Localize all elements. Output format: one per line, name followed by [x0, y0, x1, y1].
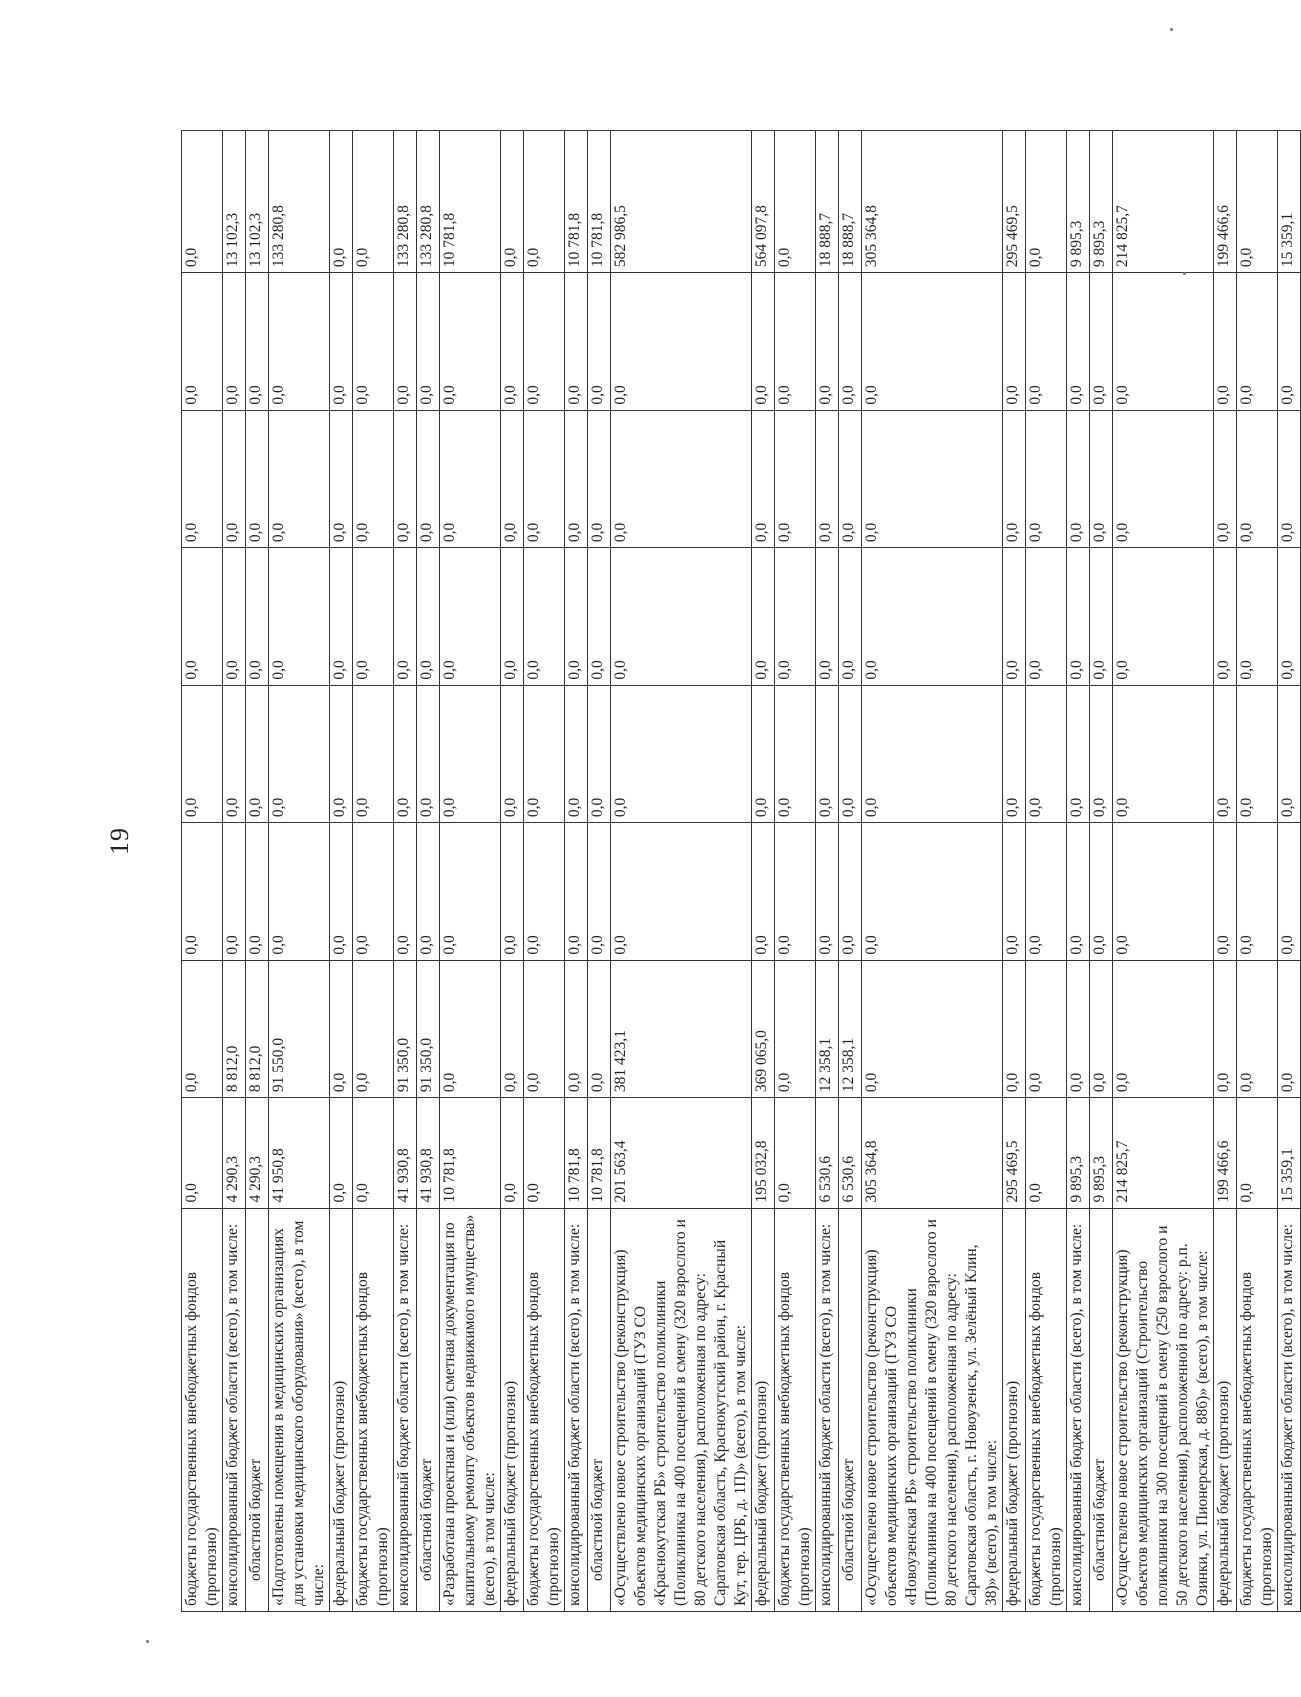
row-year-value: 10 781,8 [565, 1098, 588, 1208]
row-year-value: 0,0 [269, 685, 330, 823]
row-year-value: 0,0 [1237, 273, 1278, 411]
table-row [223, 131, 246, 1612]
table-row [752, 131, 775, 1612]
row-total-value: 9 895,3 [1067, 131, 1090, 273]
row-year-value: 0,0 [839, 548, 862, 686]
row-year-value: 0,0 [1278, 548, 1301, 686]
row-total-value: 295 469,5 [1003, 131, 1026, 273]
row-year-value: 0,0 [839, 685, 862, 823]
row-year-value: 0,0 [501, 960, 524, 1098]
row-year-value: 12 358,1 [839, 960, 862, 1098]
row-year-value: 0,0 [565, 685, 588, 823]
row-total-value: 564 097,8 [752, 131, 775, 273]
row-total-value: 18 888,7 [816, 131, 839, 273]
row-year-value: 0,0 [1003, 410, 1026, 548]
row-year-value: 0,0 [440, 685, 501, 823]
row-year-value: 0,0 [611, 685, 752, 823]
row-year-value: 0,0 [588, 273, 611, 411]
row-total-value: 0,0 [524, 131, 565, 273]
row-year-value: 0,0 [330, 1098, 353, 1208]
row-year-value: 0,0 [182, 960, 223, 1098]
row-total-value: 133 280,8 [394, 131, 417, 273]
row-year-value: 0,0 [1113, 685, 1214, 823]
row-total-value: 0,0 [1026, 131, 1067, 273]
table-row [565, 131, 588, 1612]
row-year-value: 0,0 [223, 273, 246, 411]
budget-table-container [181, 130, 1296, 1612]
row-year-value: 0,0 [394, 273, 417, 411]
row-year-value: 0,0 [1090, 548, 1113, 686]
row-year-value: 0,0 [1090, 685, 1113, 823]
row-year-value: 0,0 [182, 1098, 223, 1208]
table-row [611, 131, 752, 1612]
row-label: консолидированный бюджет области (всего), в том числе: [816, 1208, 839, 1611]
table-row [775, 131, 816, 1612]
table-row [1003, 131, 1026, 1612]
row-year-value: 0,0 [588, 548, 611, 686]
row-year-value: 0,0 [353, 685, 394, 823]
row-total-value: 10 781,8 [440, 131, 501, 273]
row-year-value: 0,0 [1026, 410, 1067, 548]
row-year-value: 0,0 [501, 410, 524, 548]
row-year-value: 0,0 [1113, 960, 1214, 1098]
row-year-value: 214 825,7 [1113, 1098, 1214, 1208]
row-total-value: 0,0 [330, 131, 353, 273]
table-row [839, 131, 862, 1612]
row-year-value: 0,0 [1214, 410, 1237, 548]
row-year-value: 369 065,0 [752, 960, 775, 1098]
row-year-value: 0,0 [775, 1098, 816, 1208]
row-year-value: 0,0 [440, 410, 501, 548]
row-year-value: 0,0 [501, 273, 524, 411]
row-year-value: 0,0 [246, 823, 269, 961]
row-year-value: 0,0 [1067, 273, 1090, 411]
row-label: консолидированный бюджет области (всего), в том числе: [223, 1208, 246, 1611]
row-year-value: 0,0 [1003, 823, 1026, 961]
row-label: «Подготовлены помещения в медицинских организациях для установки медицинского оборудования» (всего), в том числе: [269, 1208, 330, 1611]
row-label: консолидированный бюджет области (всего), в том числе: [1067, 1208, 1090, 1611]
row-label: областной бюджет [417, 1208, 440, 1611]
row-year-value: 0,0 [816, 823, 839, 961]
row-year-value: 0,0 [1237, 960, 1278, 1098]
row-year-value: 0,0 [565, 273, 588, 411]
row-year-value: 0,0 [1237, 410, 1278, 548]
row-year-value: 0,0 [1090, 960, 1113, 1098]
row-year-value: 0,0 [752, 685, 775, 823]
table-row [246, 131, 269, 1612]
row-year-value: 0,0 [223, 548, 246, 686]
row-year-value: 0,0 [752, 273, 775, 411]
row-year-value: 0,0 [588, 410, 611, 548]
row-year-value: 0,0 [353, 548, 394, 686]
row-year-value: 0,0 [246, 273, 269, 411]
row-year-value: 0,0 [330, 685, 353, 823]
row-year-value: 0,0 [501, 1098, 524, 1208]
row-year-value: 0,0 [223, 685, 246, 823]
row-label: консолидированный бюджет области (всего), в том числе: [394, 1208, 417, 1611]
row-year-value: 0,0 [816, 685, 839, 823]
row-year-value: 0,0 [816, 410, 839, 548]
row-year-value: 0,0 [1278, 960, 1301, 1098]
row-year-value: 0,0 [353, 273, 394, 411]
row-year-value: 0,0 [775, 823, 816, 961]
row-year-value: 0,0 [1026, 273, 1067, 411]
row-year-value: 0,0 [1026, 548, 1067, 686]
row-year-value: 0,0 [1003, 273, 1026, 411]
table-row [1026, 131, 1067, 1612]
row-year-value: 0,0 [1214, 960, 1237, 1098]
row-year-value: 10 781,8 [588, 1098, 611, 1208]
row-year-value: 0,0 [1113, 823, 1214, 961]
row-year-value: 0,0 [417, 685, 440, 823]
scan-speck [1183, 272, 1186, 275]
row-year-value: 0,0 [417, 410, 440, 548]
row-year-value: 0,0 [1113, 410, 1214, 548]
row-year-value: 0,0 [1237, 685, 1278, 823]
row-year-value: 12 358,1 [816, 960, 839, 1098]
row-year-value: 0,0 [588, 823, 611, 961]
row-year-value: 0,0 [524, 1098, 565, 1208]
row-year-value: 0,0 [1026, 685, 1067, 823]
row-year-value: 0,0 [862, 960, 1003, 1098]
row-year-value: 0,0 [862, 410, 1003, 548]
row-year-value: 0,0 [816, 548, 839, 686]
table-row [1090, 131, 1113, 1612]
row-year-value: 295 469,5 [1003, 1098, 1026, 1208]
row-year-value: 0,0 [611, 410, 752, 548]
table-row [588, 131, 611, 1612]
row-year-value: 0,0 [565, 410, 588, 548]
row-year-value: 0,0 [1067, 960, 1090, 1098]
row-year-value: 0,0 [394, 823, 417, 961]
row-year-value: 41 930,8 [394, 1098, 417, 1208]
row-year-value: 0,0 [246, 410, 269, 548]
row-year-value: 15 359,1 [1278, 1098, 1301, 1208]
row-year-value: 0,0 [862, 273, 1003, 411]
row-year-value: 0,0 [1067, 410, 1090, 548]
budget-table [181, 130, 1301, 1612]
row-year-value: 0,0 [440, 823, 501, 961]
table-row [1067, 131, 1090, 1612]
row-year-value: 0,0 [353, 1098, 394, 1208]
row-year-value: 0,0 [440, 548, 501, 686]
row-year-value: 0,0 [524, 960, 565, 1098]
row-year-value: 0,0 [246, 685, 269, 823]
row-year-value: 4 290,3 [223, 1098, 246, 1208]
row-total-value: 0,0 [182, 131, 223, 273]
row-total-value: 13 102,3 [223, 131, 246, 273]
table-row [269, 131, 330, 1612]
row-year-value: 0,0 [269, 548, 330, 686]
row-year-value: 0,0 [611, 548, 752, 686]
row-year-value: 0,0 [269, 823, 330, 961]
row-total-value: 0,0 [353, 131, 394, 273]
row-year-value: 0,0 [223, 823, 246, 961]
row-year-value: 0,0 [1214, 685, 1237, 823]
row-label: областной бюджет [1090, 1208, 1113, 1611]
row-year-value: 0,0 [1278, 410, 1301, 548]
row-year-value: 0,0 [1003, 548, 1026, 686]
row-year-value: 0,0 [1214, 273, 1237, 411]
row-year-value: 0,0 [1090, 273, 1113, 411]
row-label: консолидированный бюджет области (всего), в том числе: [565, 1208, 588, 1611]
row-year-value: 0,0 [1113, 548, 1214, 686]
row-year-value: 0,0 [565, 548, 588, 686]
row-year-value: 0,0 [501, 548, 524, 686]
row-year-value: 0,0 [1026, 960, 1067, 1098]
row-year-value: 0,0 [330, 823, 353, 961]
row-year-value: 0,0 [330, 960, 353, 1098]
row-total-value: 582 986,5 [611, 131, 752, 273]
row-year-value: 0,0 [182, 823, 223, 961]
row-year-value: 4 290,3 [246, 1098, 269, 1208]
row-year-value: 0,0 [394, 548, 417, 686]
row-year-value: 0,0 [524, 685, 565, 823]
row-total-value: 133 280,8 [417, 131, 440, 273]
row-year-value: 0,0 [565, 960, 588, 1098]
row-year-value: 91 350,0 [417, 960, 440, 1098]
row-year-value: 0,0 [839, 273, 862, 411]
row-year-value: 0,0 [1090, 823, 1113, 961]
row-year-value: 0,0 [816, 273, 839, 411]
row-year-value: 0,0 [839, 823, 862, 961]
row-year-value: 0,0 [182, 410, 223, 548]
page-number: 19 [105, 827, 134, 855]
row-year-value: 0,0 [353, 410, 394, 548]
row-total-value: 15 359,1 [1278, 131, 1301, 273]
row-year-value: 0,0 [353, 823, 394, 961]
row-year-value: 91 350,0 [394, 960, 417, 1098]
row-year-value: 0,0 [588, 960, 611, 1098]
row-year-value: 6 530,6 [816, 1098, 839, 1208]
row-label: бюджеты государственных внебюджетных фондов (прогнозно) [182, 1208, 223, 1611]
row-year-value: 0,0 [501, 823, 524, 961]
row-year-value: 0,0 [1067, 685, 1090, 823]
row-year-value: 0,0 [1003, 685, 1026, 823]
row-label: федеральный бюджет (прогнозно) [1003, 1208, 1026, 1611]
row-year-value: 0,0 [588, 685, 611, 823]
row-year-value: 0,0 [524, 410, 565, 548]
row-total-value: 199 466,6 [1214, 131, 1237, 273]
row-year-value: 0,0 [417, 823, 440, 961]
row-year-value: 0,0 [1113, 273, 1214, 411]
table-row [417, 131, 440, 1612]
row-year-value: 0,0 [223, 410, 246, 548]
row-label: бюджеты государственных внебюджетных фондов (прогнозно) [353, 1208, 394, 1611]
row-year-value: 9 895,3 [1090, 1098, 1113, 1208]
row-year-value: 91 550,0 [269, 960, 330, 1098]
row-label: «Осуществлено новое строительство (реконструкция) объектов медицинских организаций (Строительство поликлиники на 300 посещений в смену (250 взрослого и 50 детского населения), расположенной по адресу: р.п. Озинки, ул. Пионерская, д. 88б)» (всего), в том числе: [1113, 1208, 1214, 1611]
table-row [862, 131, 1003, 1612]
row-total-value: 10 781,8 [588, 131, 611, 273]
row-year-value: 0,0 [752, 410, 775, 548]
row-year-value: 0,0 [417, 548, 440, 686]
row-year-value: 0,0 [862, 548, 1003, 686]
row-year-value: 0,0 [182, 273, 223, 411]
row-total-value: 0,0 [1237, 131, 1278, 273]
row-year-value: 0,0 [394, 685, 417, 823]
row-year-value: 0,0 [1067, 548, 1090, 686]
row-year-value: 0,0 [1237, 823, 1278, 961]
row-year-value: 0,0 [611, 273, 752, 411]
table-row [816, 131, 839, 1612]
table-row [1214, 131, 1237, 1612]
row-year-value: 9 895,3 [1067, 1098, 1090, 1208]
row-year-value: 0,0 [775, 273, 816, 411]
row-year-value: 0,0 [1067, 823, 1090, 961]
row-label: бюджеты государственных внебюджетных фондов (прогнозно) [1237, 1208, 1278, 1611]
row-label: федеральный бюджет (прогнозно) [752, 1208, 775, 1611]
table-row [330, 131, 353, 1612]
row-year-value: 0,0 [1090, 410, 1113, 548]
row-total-value: 133 280,8 [269, 131, 330, 273]
row-year-value: 0,0 [1003, 960, 1026, 1098]
row-year-value: 0,0 [1214, 823, 1237, 961]
row-label: областной бюджет [588, 1208, 611, 1611]
row-total-value: 305 364,8 [862, 131, 1003, 273]
row-label: бюджеты государственных внебюджетных фондов (прогнозно) [524, 1208, 565, 1611]
row-year-value: 0,0 [246, 548, 269, 686]
scan-speck [146, 1640, 149, 1643]
row-year-value: 41 950,8 [269, 1098, 330, 1208]
table-row [501, 131, 524, 1612]
row-label: федеральный бюджет (прогнозно) [501, 1208, 524, 1611]
row-year-value: 0,0 [1278, 823, 1301, 961]
row-year-value: 0,0 [440, 273, 501, 411]
table-row [353, 131, 394, 1612]
row-year-value: 0,0 [1237, 548, 1278, 686]
row-year-value: 0,0 [565, 823, 588, 961]
row-year-value: 0,0 [524, 273, 565, 411]
row-year-value: 0,0 [330, 410, 353, 548]
row-year-value: 8 812,0 [223, 960, 246, 1098]
row-year-value: 0,0 [182, 685, 223, 823]
row-total-value: 0,0 [775, 131, 816, 273]
row-year-value: 0,0 [182, 548, 223, 686]
row-year-value: 381 423,1 [611, 960, 752, 1098]
row-label: федеральный бюджет (прогнозно) [1214, 1208, 1237, 1611]
row-label: федеральный бюджет (прогнозно) [330, 1208, 353, 1611]
row-year-value: 0,0 [839, 410, 862, 548]
row-year-value: 0,0 [353, 960, 394, 1098]
row-year-value: 0,0 [524, 548, 565, 686]
row-year-value: 0,0 [611, 823, 752, 961]
row-year-value: 0,0 [417, 273, 440, 411]
row-label: областной бюджет [839, 1208, 862, 1611]
row-year-value: 8 812,0 [246, 960, 269, 1098]
table-row [394, 131, 417, 1612]
table-row [524, 131, 565, 1612]
row-label: «Осуществлено новое строительство (реконструкция) объектов медицинских организаций (ГУЗ СО «Новоузенская РБ» строительство поликлиники (Поликлиника на 400 посещений в смену (320 взрослого и 80 детского населения), расположенная по адресу: Саратовская область, г. Новоузенск, ул. Зелёный Клин, 38)» (всего), в том числе: [862, 1208, 1003, 1611]
table-row [182, 131, 223, 1612]
row-year-value: 0,0 [1237, 1098, 1278, 1208]
row-total-value: 9 895,3 [1090, 131, 1113, 273]
row-year-value: 0,0 [862, 823, 1003, 961]
row-year-value: 0,0 [775, 410, 816, 548]
row-year-value: 0,0 [752, 548, 775, 686]
row-year-value: 199 466,6 [1214, 1098, 1237, 1208]
row-year-value: 0,0 [440, 960, 501, 1098]
row-label: областной бюджет [246, 1208, 269, 1611]
table-row [440, 131, 501, 1612]
row-year-value: 0,0 [501, 685, 524, 823]
row-year-value: 0,0 [1026, 1098, 1067, 1208]
table-row [1237, 131, 1278, 1612]
row-year-value: 0,0 [862, 685, 1003, 823]
row-year-value: 0,0 [1214, 548, 1237, 686]
row-year-value: 195 032,8 [752, 1098, 775, 1208]
row-year-value: 0,0 [1026, 823, 1067, 961]
scan-speck [1170, 28, 1173, 31]
row-label: «Разработана проектная и (или) сметная документация по капитальному ремонту объектов недвижимого имущества» (всего), в том числе: [440, 1208, 501, 1611]
row-year-value: 305 364,8 [862, 1098, 1003, 1208]
table-row [1113, 131, 1214, 1612]
row-total-value: 18 888,7 [839, 131, 862, 273]
row-year-value: 201 563,4 [611, 1098, 752, 1208]
row-year-value: 0,0 [330, 548, 353, 686]
row-year-value: 0,0 [394, 410, 417, 548]
row-label: консолидированный бюджет области (всего), в том числе: [1278, 1208, 1301, 1611]
row-year-value: 0,0 [752, 823, 775, 961]
table-row [1278, 131, 1301, 1612]
row-year-value: 0,0 [1278, 685, 1301, 823]
row-label: «Осуществлено новое строительство (реконструкция) объектов медицинских организаций (ГУЗ СО «Краснокутская РБ» строительство поликлиники (Поликлиника на 400 посещений в смену (320 взрослого и 80 детского населения), расположенная по адресу: Саратовская область, Краснокутский район, г. Красный Кут, тер. ЦРБ, д. 1П)» (всего), в том числе: [611, 1208, 752, 1611]
row-year-value: 0,0 [524, 823, 565, 961]
row-year-value: 0,0 [775, 548, 816, 686]
row-year-value: 41 930,8 [417, 1098, 440, 1208]
row-total-value: 10 781,8 [565, 131, 588, 273]
row-year-value: 0,0 [330, 273, 353, 411]
row-year-value: 0,0 [269, 273, 330, 411]
row-year-value: 0,0 [775, 960, 816, 1098]
row-total-value: 13 102,3 [246, 131, 269, 273]
row-label: бюджеты государственных внебюджетных фондов (прогнозно) [775, 1208, 816, 1611]
row-year-value: 10 781,8 [440, 1098, 501, 1208]
budget-table-body [182, 131, 1301, 1612]
row-year-value: 0,0 [269, 410, 330, 548]
row-year-value: 0,0 [1278, 273, 1301, 411]
row-year-value: 0,0 [775, 685, 816, 823]
row-total-value: 0,0 [501, 131, 524, 273]
row-label: бюджеты государственных внебюджетных фондов (прогнозно) [1026, 1208, 1067, 1611]
row-total-value: 214 825,7 [1113, 131, 1214, 273]
row-year-value: 6 530,6 [839, 1098, 862, 1208]
